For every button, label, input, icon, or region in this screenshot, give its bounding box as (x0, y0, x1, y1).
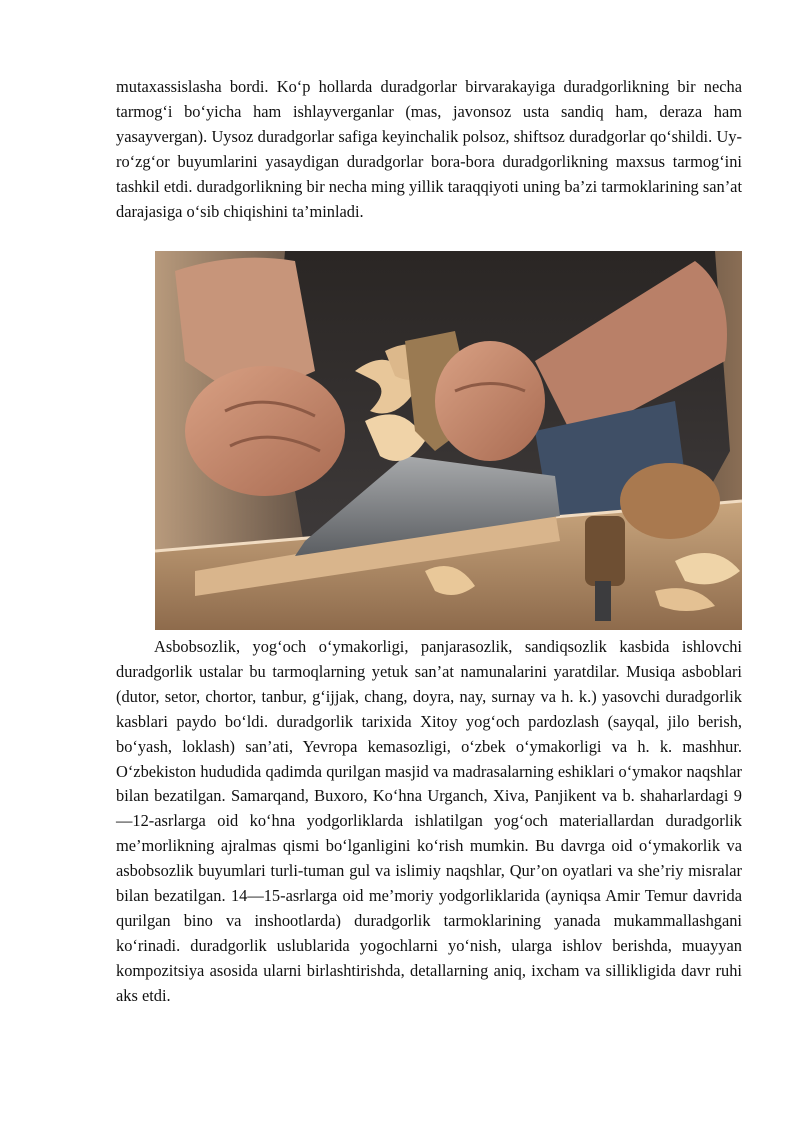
paragraph-main: Asbobsozlik, yog‘och o‘ymakorligi, panjarasozlik, sandiqsozlik kasbida ishlovchi duradgorlik ustalar bu tarmoqlarning yetuk san’at namunalarini yaratdilar. Musiqa asboblari (dutor, setor, chortor, tanbur, g‘ijjak, chang, doyra, nay, surnay va h. k.) yasovchi duradgorlik kasblari paydo bo‘ldi. duradgorlik tarixida Xitoy yog‘och pardozlash (sayqal, jilo berish, bo‘yash, loklash) san’ati, Yevropa kemasozligi, o‘zbek o‘ymakorligi va h. k. mashhur. O‘zbekiston hududida qadimda qurilgan masjid va madrasalarning eshiklari o‘ymakor naqshlar bilan bezatilgan. Samarqand, Buxoro, Ko‘hna Urganch, Xiva, Panjikent va b. shaharlardagi 9—12-asrlarga oid ko‘hna yodgorliklarda ishlatilgan yog‘och materiallardan duradgorlik me’morlikning ajralmas qismi bo‘lganligini ko‘rish mumkin. Bu davrga oid o‘ymakorlik va asbobsozlik buyumlari turli-tuman gul va islimiy naqshlar, Qur’on oyatlari va she’riy misralar bilan bezatilgan. 14—15-asrlarga oid me’moriy yodgorliklarida (ayniqsa Amir Temur davrida qurilgan bino va inshootlarda) duradgorlik tarmoklarining yanada mukammallashgani ko‘rinadi. duradgorlik uslublarida yogochlarni yo‘nish, ularga ishlov berishda, muayyan kompozitsiya asosida ularni birlashtirishda, detallarning aniq, ixcham va sillikligida davr ruhi aks etdi. (116, 637, 742, 1005)
carpenter-planing-photo (155, 251, 742, 630)
paragraph-intro: mutaxassislasha bordi. Ko‘p hollarda duradgorlar birvarakayiga duradgorlikning bir necha tarmog‘i bo‘yicha ham ishlayverganlar (mas, javonsoz usta sandiq ham, deraza ham yasayvergan). Uysoz duradgorlar safiga keyinchalik polsoz, shiftsoz duradgorlar qo‘shildi. Uy-ro‘zg‘or buyumlarini yasaydigan duradgorlar bora-bora duradgorlikning maxsus tarmog‘ini tashkil etdi. duradgorlikning bir necha ming yillik taraqqiyoti uning ba’zi tarmoklarining san’at darajasiga o‘sib chiqishini ta’minladi. (116, 77, 742, 221)
